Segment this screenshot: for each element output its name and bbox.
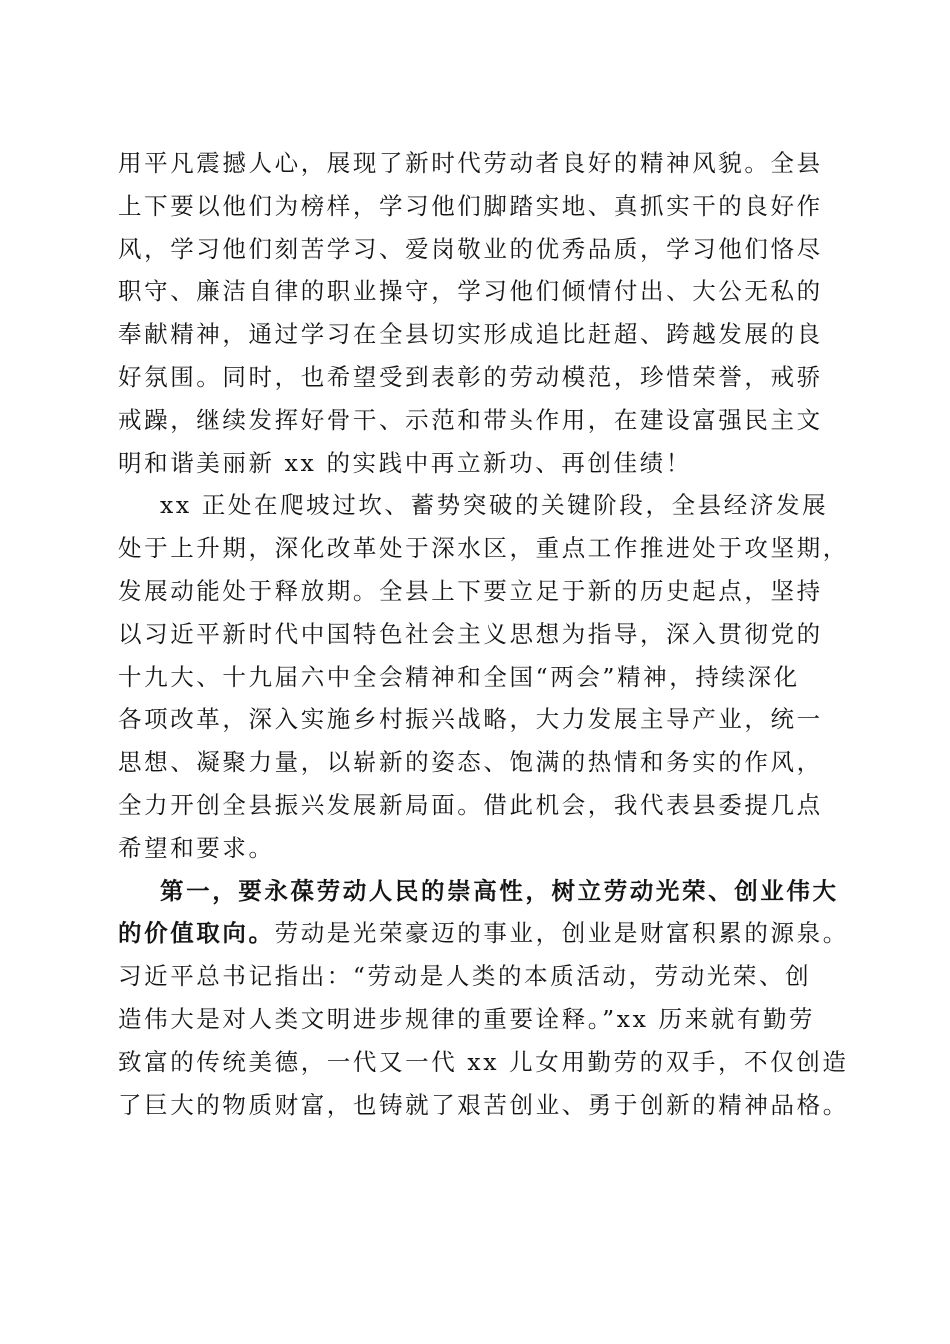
text-line: 致富的传统美德，一代又一代 xx 儿女用勤劳的双手，不仅创造 [118,1047,849,1076]
text-line: 职守、廉洁自律的职业操守，学习他们倾情付出、大公无私的 [118,277,823,306]
text-line: 全力开创全县振兴发展新局面。借此机会，我代表县委提几点 [118,790,823,819]
text-line: 各项改革，深入实施乡村振兴战略，大力发展主导产业，统一 [118,705,823,734]
text-line: 风，学习他们刻苦学习、爱岗敬业的优秀品质，学习他们恪尽 [118,234,823,263]
text-line: 戒躁，继续发挥好骨干、示范和带头作用，在建设富强民主文 [118,405,823,434]
text-line: 以习近平新时代中国特色社会主义思想为指导，深入贯彻党的 [118,619,823,648]
text-line: 好氛围。同时，也希望受到表彰的劳动模范，珍惜荣誉，戒骄 [118,362,823,391]
text-line: 希望和要求。 [118,833,275,862]
mixed-line [118,912,849,955]
body-text [118,142,849,1126]
text-line: 了巨大的物质财富，也铸就了艰苦创业、勇于创新的精神品格。 [118,1090,849,1119]
text-line: 十九大、十九届六中全会精神和全国“两会”精神，持续深化 [118,662,800,691]
text-line: 上下要以他们为榜样，学习他们脚踏实地、真抓实干的良好作 [118,191,823,220]
text-line: 发展动能处于释放期。全县上下要立足于新的历史起点，坚持 [118,576,823,605]
text-line: 造伟大是对人类文明进步规律的重要诠释。”xx 历来就有勤劳 [118,1004,816,1033]
text-line: 奉献精神，通过学习在全县切实形成追比赶超、跨越发展的良 [118,320,823,349]
text-segment: 劳动是光荣豪迈的事业，创业是财富积累的源泉。 [274,919,849,948]
text-line: 处于上升期，深化改革处于深水区，重点工作推进处于攻坚期， [118,534,849,563]
text-line: 用平凡震撼人心，展现了新时代劳动者良好的精神风貌。全县 [118,149,823,177]
text-line: 明和谐美丽新 xx 的实践中再立新功、再创佳绩！ [118,448,692,477]
section-heading-line: 第一，要永葆劳动人民的崇高性，树立劳动光荣、创业伟大 [160,876,839,905]
text-line: 习近平总书记指出：“劳动是人类的本质活动，劳动光荣、创 [118,962,812,991]
text-line: 思想、凝聚力量，以崭新的姿态、饱满的热情和务实的作风， [118,748,823,777]
section-heading-tail: 的价值取向。 [118,919,275,948]
paragraph-start-line: xx 正处在爬坡过坎、蓄势突破的关键阶段，全县经济发展 [160,491,829,520]
